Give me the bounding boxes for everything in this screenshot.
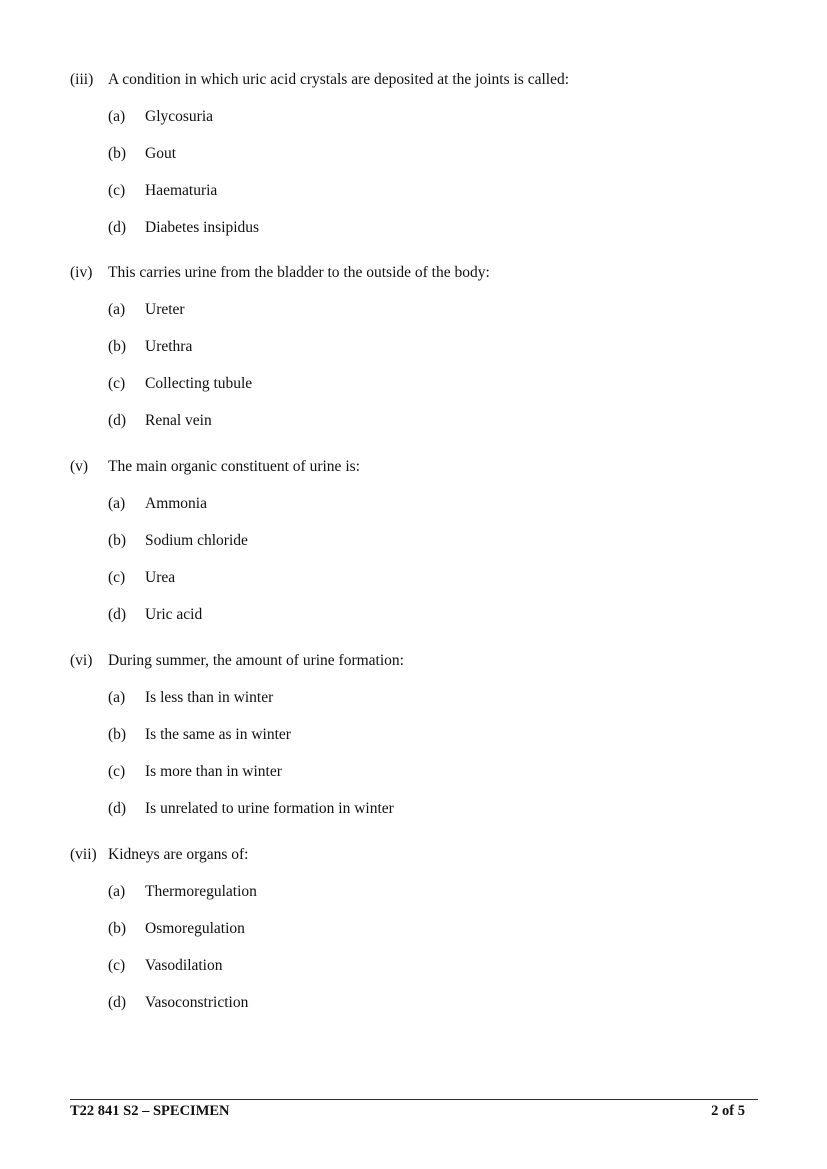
option [70,337,770,357]
option-text: Osmoregulation [145,920,245,937]
option-letter: (c) [108,569,126,586]
option-letter: (b) [108,532,127,549]
option [70,605,770,625]
footer-code: T22 841 S2 – SPECIMEN [70,1103,230,1119]
option [70,107,770,127]
option [70,725,770,745]
question-number: (vii) [70,846,97,863]
option-text: Ureter [145,301,185,318]
question-text: A condition in which uric acid crystals are deposited at the joints is called: [108,71,570,88]
question-text: This carries urine from the bladder to the outside of the body: [108,264,490,281]
question-header [70,651,770,671]
option-text: Diabetes insipidus [145,219,260,236]
option-text: Sodium chloride [145,532,248,549]
option-text: Urea [145,569,176,586]
question-text: During summer, the amount of urine formation: [108,652,404,669]
page-number: 2 of 5 [711,1103,745,1119]
option-text: Renal vein [145,412,212,429]
question-header [70,457,770,477]
question-header [70,845,770,865]
option-text: Ammonia [145,495,207,512]
question [70,651,770,819]
option-text: Is the same as in winter [145,726,291,743]
option [70,919,770,939]
option-letter: (a) [108,883,126,900]
option-letter: (d) [108,412,127,429]
option-letter: (a) [108,689,126,706]
option-letter: (d) [108,800,127,817]
footer-rule [70,1099,758,1100]
option-text: Thermoregulation [145,883,257,900]
option [70,374,770,394]
question [70,457,770,625]
option-letter: (a) [108,495,126,512]
option [70,218,770,238]
option-letter: (c) [108,763,126,780]
option [70,762,770,782]
option-letter: (b) [108,145,127,162]
option [70,568,770,588]
option-text: Is less than in winter [145,689,274,706]
option-letter: (d) [108,994,127,1011]
question-header [70,263,770,283]
option-text: Collecting tubule [145,375,253,392]
option-text: Urethra [145,338,193,355]
option [70,993,770,1013]
question [70,70,770,238]
question-number: (iii) [70,71,94,88]
option [70,411,770,431]
option-letter: (b) [108,920,127,937]
option [70,688,770,708]
option-letter: (d) [108,219,127,236]
option-letter: (a) [108,301,126,318]
option [70,300,770,320]
option [70,494,770,514]
option-letter: (c) [108,375,126,392]
option-text: Is unrelated to urine formation in winter [145,800,394,817]
option-letter: (d) [108,606,127,623]
option-text: Haematuria [145,182,218,199]
option-text: Gout [145,145,176,162]
option-text: Glycosuria [145,108,214,125]
question [70,263,770,431]
question [70,845,770,1013]
option-text: Vasodilation [145,957,223,974]
option [70,531,770,551]
question-header [70,70,770,90]
option [70,181,770,201]
question-number: (v) [70,458,89,475]
option [70,799,770,819]
question-text: Kidneys are organs of: [108,846,249,863]
option [70,144,770,164]
option-letter: (c) [108,182,126,199]
question-number: (vi) [70,652,93,669]
question-number: (iv) [70,264,93,281]
option-text: Vasoconstriction [145,994,249,1011]
option-text: Uric acid [145,606,203,623]
option-letter: (b) [108,338,127,355]
question-text: The main organic constituent of urine is: [108,458,360,475]
option [70,882,770,902]
option-letter: (b) [108,726,127,743]
option-text: Is more than in winter [145,763,282,780]
option-letter: (a) [108,108,126,125]
option-letter: (c) [108,957,126,974]
option [70,956,770,976]
